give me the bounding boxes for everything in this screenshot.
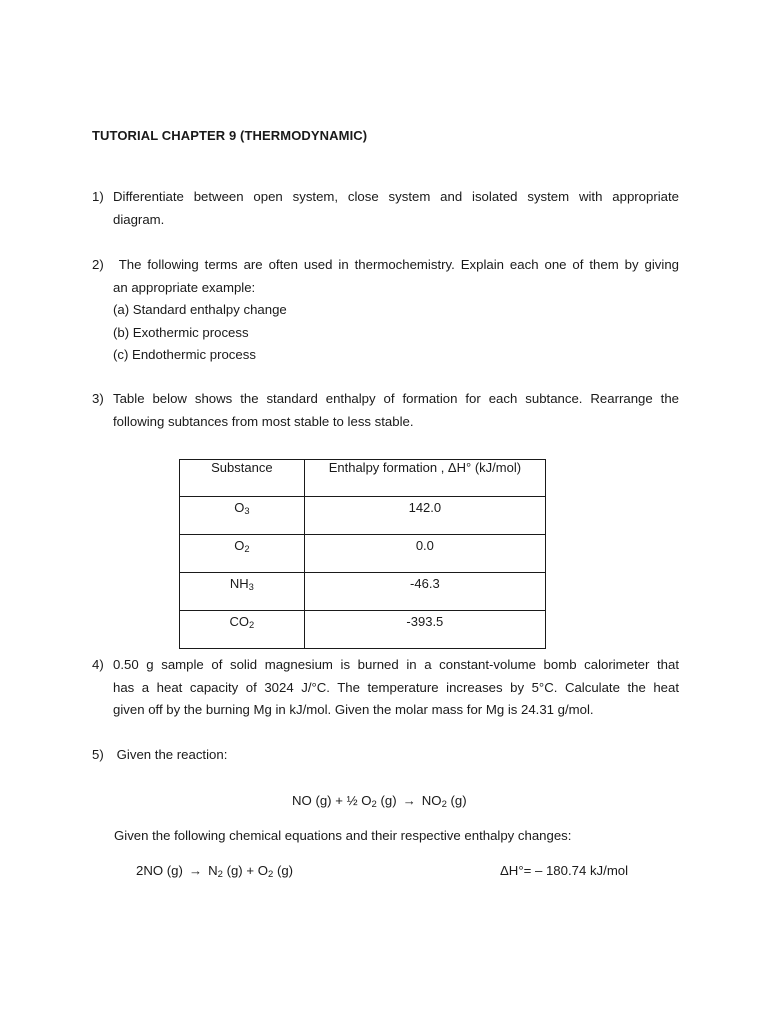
enthalpy-table — [179, 459, 546, 649]
enthalpy-cell: -393.5 — [304, 611, 545, 649]
question-text-line: 0.50 g sample of solid magnesium is burned in a constant-volume bomb calorimeter that — [113, 657, 679, 672]
question-body — [113, 744, 679, 767]
table-header-row — [180, 460, 546, 497]
question-text-line: an appropriate example: — [113, 279, 256, 295]
question-number: 1) — [92, 189, 104, 204]
document-title: TUTORIAL CHAPTER 9 (THERMODYNAMIC) — [92, 128, 368, 143]
list-item: (a) Standard enthalpy change — [113, 302, 287, 318]
question-number: 2) — [92, 257, 104, 272]
reaction-arrow-icon: → — [188, 863, 203, 878]
table-row — [180, 535, 546, 573]
table-row — [180, 497, 546, 535]
reaction-arrow-icon: → — [402, 793, 416, 808]
table-header-cell: Substance — [180, 460, 305, 497]
substance-cell: $CO_2$ — [180, 611, 305, 649]
question-text-line: Table below shows the standard enthalpy of formation for each subtance. Rearrange the — [113, 391, 679, 406]
enthalpy-cell: -46.3 — [304, 573, 545, 611]
table-header-cell: Enthalpy formation , ΔH° (kJ/mol) — [304, 460, 545, 497]
question-number: 4) — [92, 657, 104, 672]
question-3 — [92, 388, 679, 433]
question-number: 3) — [92, 391, 104, 406]
question-text-line: Given the reaction: — [113, 747, 228, 762]
question-text-line: following subtances from most stable to less stable. — [113, 413, 414, 429]
question-number: 5) — [92, 747, 104, 762]
substance-cell: $O_3$ — [180, 497, 305, 535]
question-body — [113, 254, 679, 367]
question-body — [113, 388, 679, 433]
question-4 — [92, 654, 679, 722]
table-row — [180, 573, 546, 611]
enthalpy-cell: 142.0 — [304, 497, 545, 535]
question-2 — [92, 254, 679, 367]
question-body — [113, 186, 679, 231]
question-text-line: Differentiate between open system, close system and isolated system with appropriate — [113, 189, 679, 204]
question-5 — [92, 744, 679, 767]
target-reaction: NO (g) + ½ $O_2$ $(g) \to NO_2$ (g) — [292, 793, 467, 810]
table-row — [180, 611, 546, 649]
question-text-line: has a heat capacity of 3024 J/°C. The temperature increases by 5°C. Calculate the heat — [113, 679, 679, 695]
substance-cell: $O_2$ — [180, 535, 305, 573]
question-1 — [92, 186, 679, 231]
enthalpy-cell: 0.0 — [304, 535, 545, 573]
enthalpy-change-1: ΔH°= – 180.74 kJ/mol — [500, 863, 629, 878]
question-body — [113, 654, 679, 722]
list-item: (b) Exothermic process — [113, 324, 249, 340]
given-text: Given the following chemical equations and their respective enthalpy changes: — [114, 828, 572, 843]
equation-1: 2NO $(g) \to N_2$ $(g) + O_2$ (g) — [136, 863, 294, 880]
substance-cell: $NH_3$ — [180, 573, 305, 611]
question-text-line: given off by the burning Mg in kJ/mol. Given the molar mass for Mg is 24.31 g/mol. — [113, 702, 594, 718]
question-text-line: The following terms are often used in thermochemistry. Explain each one of them by giving — [113, 257, 679, 272]
question-text-line: diagram. — [113, 211, 165, 227]
list-item: (c) Endothermic process — [113, 347, 256, 363]
